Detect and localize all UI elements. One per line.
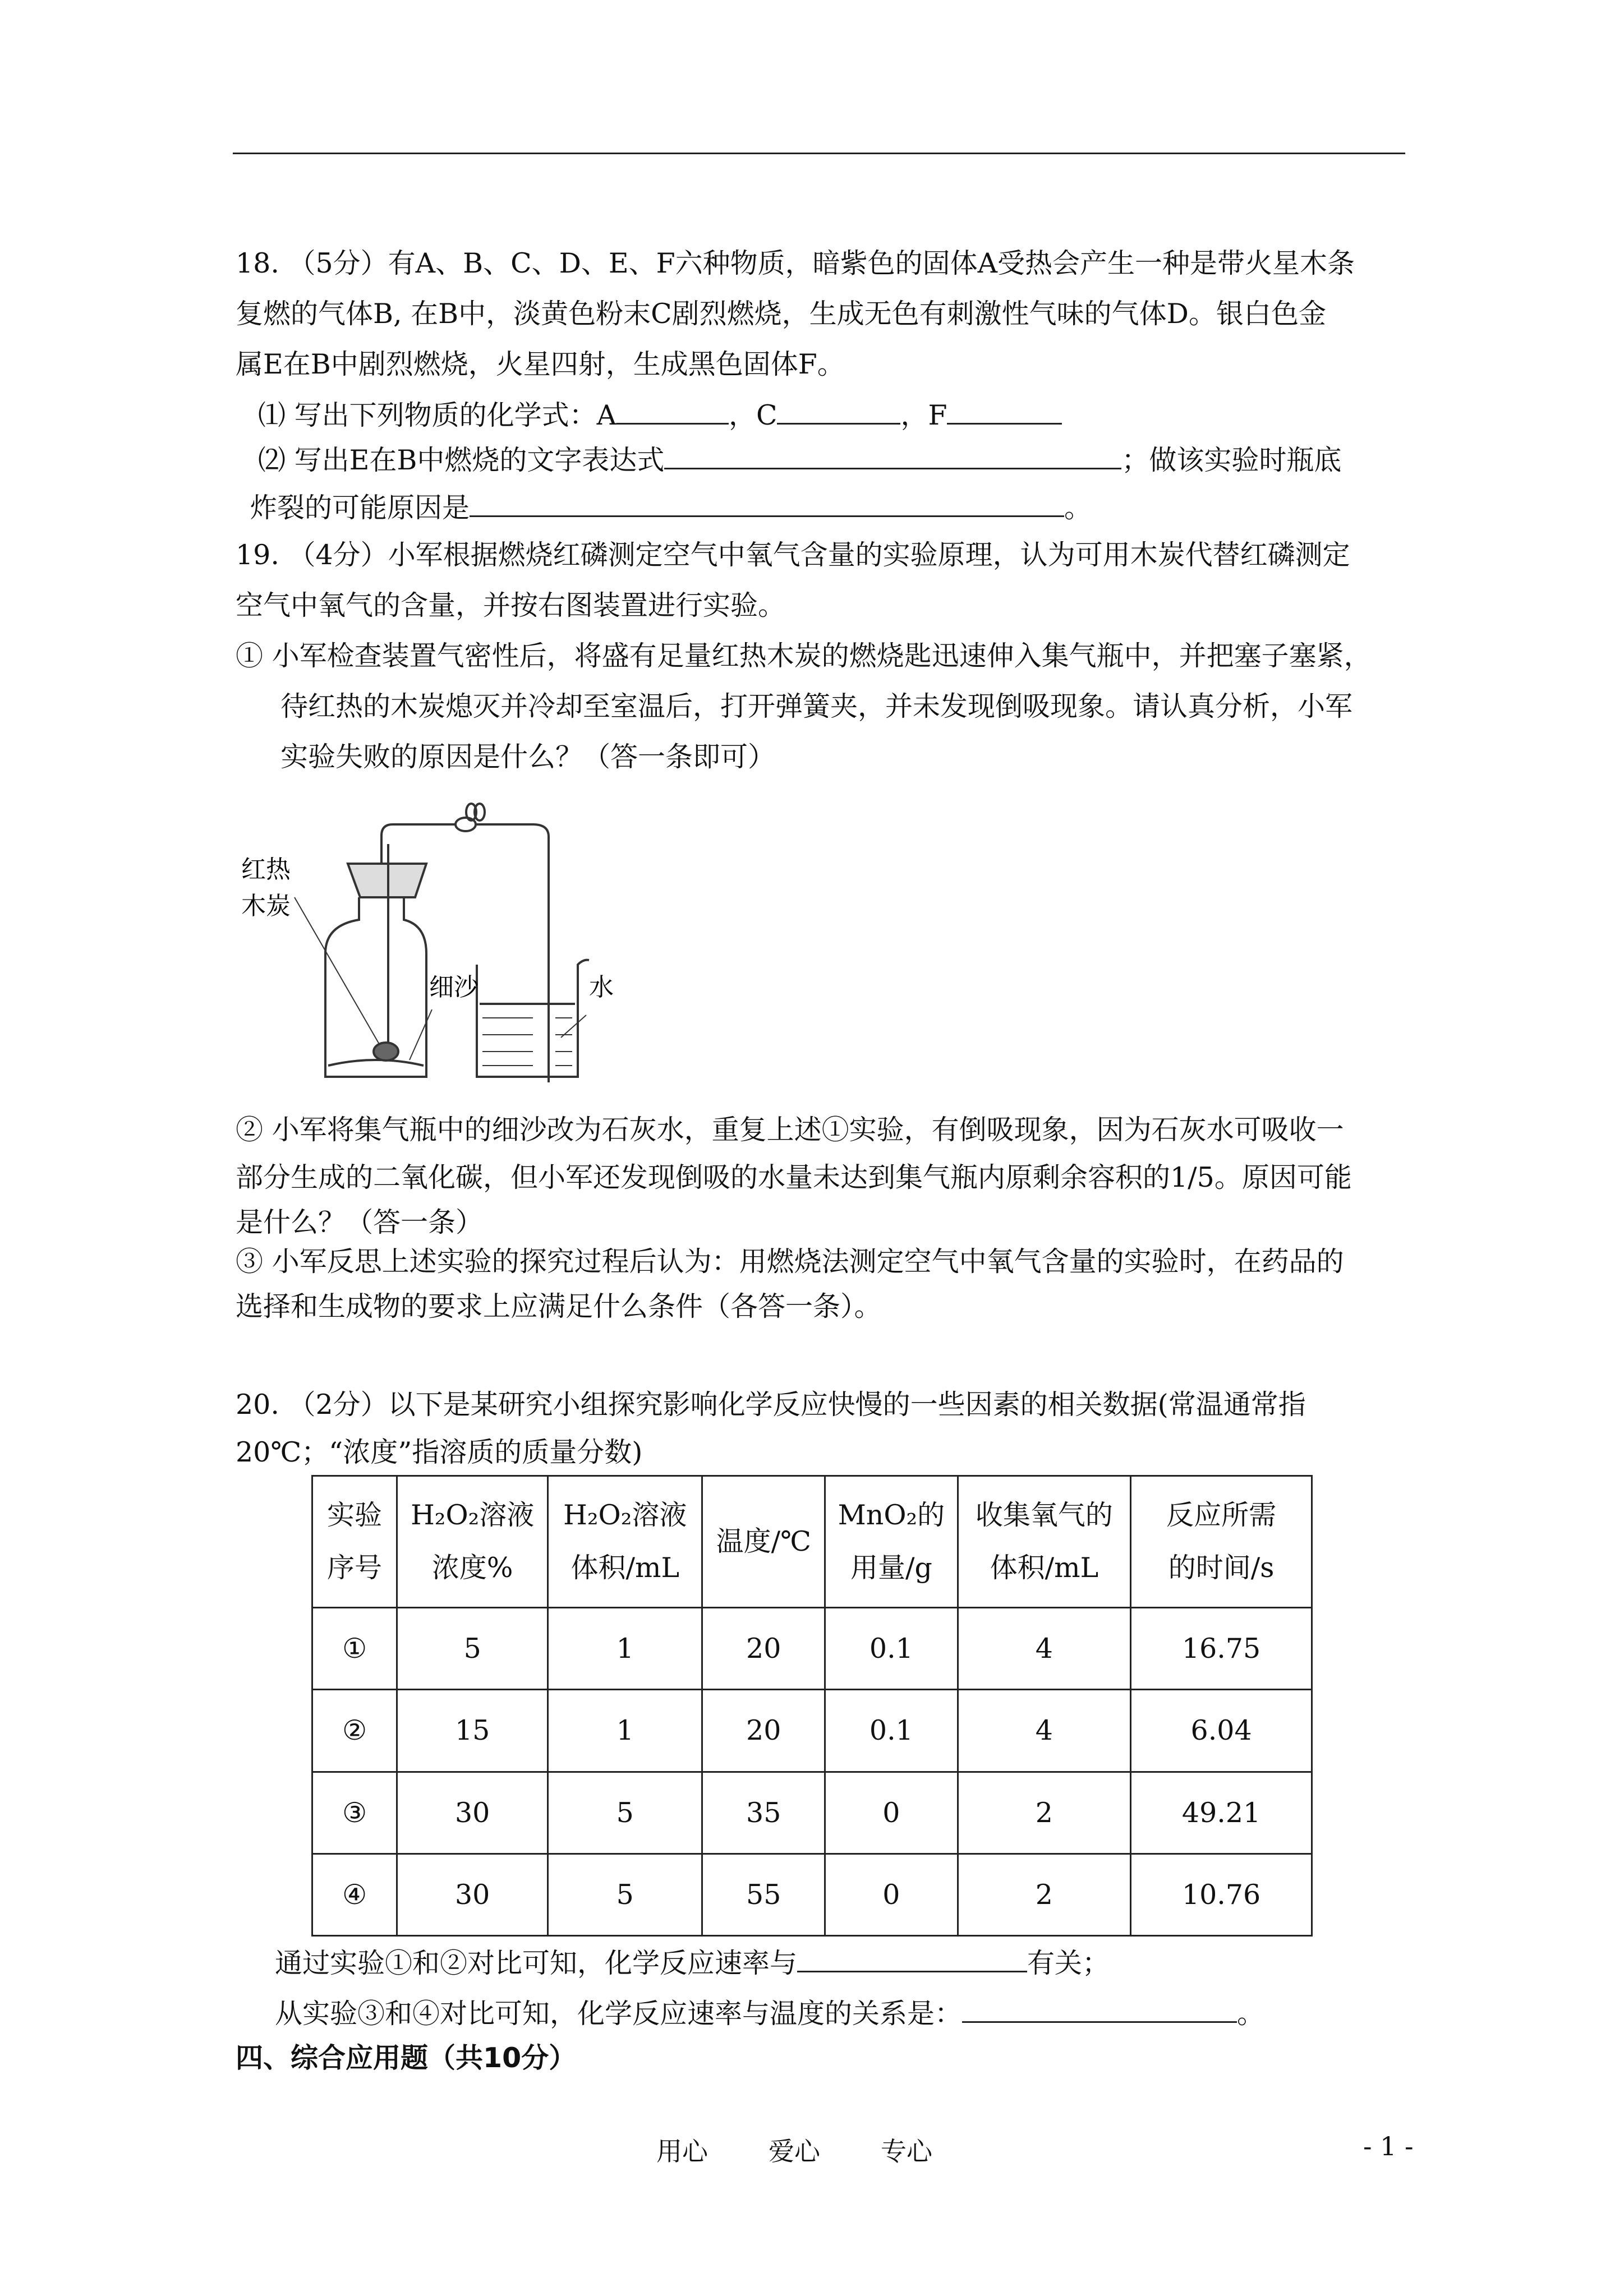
q18-sub2-suffix: ；做该实验时瓶底 [1121, 444, 1342, 476]
section-heading: 四、综合应用题（共10分） [236, 2042, 577, 2074]
table-cell: 1 [548, 1608, 702, 1690]
table-cell: 0.1 [825, 1608, 958, 1690]
q18-sub2-line2: 炸裂的可能原因是 [250, 492, 470, 524]
q19-part1-line-2: 待红热的木炭熄灭并冷却至室温后，打开弹簧夹，并未发现倒吸现象。请认真分析，小军 [280, 690, 1353, 722]
header-cell: MnO₂的 用量/g [825, 1476, 958, 1608]
table-cell: 30 [397, 1772, 548, 1854]
q20-after-1 [275, 1946, 1110, 1980]
q19-line-2: 空气中氧气的含量，并按右图装置进行实验。 [236, 589, 786, 621]
table-cell: 30 [397, 1854, 548, 1935]
sand-layer [328, 1060, 424, 1066]
q20-after-2 [275, 1997, 1264, 2031]
q19-part2-line-1: ② 小军将集气瓶中的细沙改为石灰水，重复上述①实验，有倒吸现象，因为石灰水可吸收一 [236, 1114, 1344, 1146]
apparatus-diagram [241, 802, 628, 1105]
q20-line-1: 20. （2分）以下是某研究小组探究影响化学反应快慢的一些因素的相关数据(常温通常指 [236, 1389, 1306, 1421]
q20-after2-prefix: 从实验③和④对比可知，化学反应速率与温度的关系是： [275, 1998, 963, 2030]
table-cell: 5 [548, 1772, 702, 1854]
table-cell: 55 [702, 1854, 825, 1935]
label-sand: 细沙 [429, 973, 479, 1002]
table-cell: 1 [548, 1690, 702, 1772]
table-cell: 6.04 [1131, 1690, 1312, 1772]
header-cell: 温度/℃ [702, 1476, 825, 1608]
table-cell: 10.76 [1131, 1854, 1312, 1935]
footer-motto-2: 爱心 [769, 2136, 820, 2166]
table-cell: ③ [312, 1772, 397, 1854]
q18-sub1-prefix: ⑴ 写出下列物质的化学式：A [258, 399, 617, 431]
q18-line-3: 属E在B中剧烈燃烧，火星四射，生成黑色固体F。 [236, 348, 845, 380]
table-cell: 5 [397, 1608, 548, 1690]
q18-sub-1 [258, 398, 1062, 432]
label-charcoal-1: 红热 [241, 855, 291, 884]
q20-after1-prefix: 通过实验①和②对比可知，化学反应速率与 [275, 1947, 798, 1979]
table-header-row [312, 1476, 1312, 1608]
charcoal-leader [295, 897, 379, 1043]
table-row [312, 1690, 1312, 1772]
table-cell: 35 [702, 1772, 825, 1854]
header-cell: 反应所需 的时间/s [1131, 1476, 1312, 1608]
table-cell: 49.21 [1131, 1772, 1312, 1854]
sand-leader [410, 1009, 432, 1060]
q19-part2-line-2: 部分生成的二氧化碳，但小军还发现倒吸的水量未达到集气瓶内原剩余容积的1/5。原因可能 [236, 1161, 1352, 1193]
header-cell: H₂O₂溶液 浓度% [397, 1476, 548, 1608]
q18-sub2-prefix: ⑵ 写出E在B中燃烧的文字表达式 [258, 444, 665, 476]
answer-blank-a[interactable] [617, 398, 729, 425]
table-cell: 15 [397, 1690, 548, 1772]
header-cell: 收集氧气的 体积/mL [958, 1476, 1131, 1608]
table-cell: 4 [958, 1690, 1131, 1772]
q19-part1-line-3: 实验失败的原因是什么？（答一条即可） [280, 741, 776, 773]
answer-blank-f[interactable] [947, 398, 1062, 425]
header-cell: 实验 序号 [312, 1476, 397, 1608]
table-cell: ② [312, 1690, 397, 1772]
table-row [312, 1772, 1312, 1854]
q19-part3-line-2: 选择和生成物的要求上应满足什么条件（各答一条）。 [236, 1290, 882, 1322]
answer-blank-reason[interactable] [470, 491, 1064, 517]
header-cell: H₂O₂溶液 体积/mL [548, 1476, 702, 1608]
combustion-spoon [374, 1043, 398, 1061]
q18-line-1: 18. （5分）有A、B、C、D、E、F六种物质，暗紫色的固体A受热会产生一种是带火星木条 [236, 247, 1355, 279]
q18-sub2-end: 。 [1064, 492, 1092, 524]
table-cell: 2 [958, 1854, 1131, 1935]
q20-after1-suffix: 有关； [1027, 1947, 1110, 1979]
table-cell: 2 [958, 1772, 1131, 1854]
table-cell: ① [312, 1608, 397, 1690]
table-cell: ④ [312, 1854, 397, 1935]
q18-sub1-c: ，C [728, 399, 778, 431]
experiment-table [311, 1475, 1313, 1937]
answer-blank-temperature[interactable] [962, 1997, 1237, 2023]
table-cell: 20 [702, 1608, 825, 1690]
header-rule [233, 153, 1405, 154]
table-row [312, 1854, 1312, 1935]
label-charcoal-2: 木炭 [241, 892, 291, 920]
q18-line-2: 复燃的气体B, 在B中，淡黄色粉末C剧烈燃烧，生成无色有刺激性气味的气体D。银白色金 [236, 298, 1326, 330]
q18-sub-2 [258, 443, 1341, 477]
answer-blank-expression[interactable] [664, 443, 1121, 469]
q20-line-2: 20℃；“浓度”指溶质的质量分数) [236, 1436, 643, 1468]
table-cell: 0 [825, 1772, 958, 1854]
q19-line-1: 19. （4分）小军根据燃烧红磷测定空气中氧气含量的实验原理，认为可用木炭代替红磷测定 [236, 539, 1350, 571]
table-row [312, 1608, 1312, 1690]
table-cell: 16.75 [1131, 1608, 1312, 1690]
footer-motto-1: 用心 [656, 2136, 708, 2166]
table-cell: 5 [548, 1854, 702, 1935]
table-cell: 0.1 [825, 1690, 958, 1772]
q19-part1-line-1: ① 小军检查装置气密性后，将盛有足量红热木炭的燃烧匙迅速伸入集气瓶中，并把塞子塞紧， [236, 640, 1372, 672]
apparatus-figure [241, 802, 628, 1105]
table-cell: 20 [702, 1690, 825, 1772]
answer-blank-c[interactable] [777, 398, 900, 425]
q18-sub-2-line-2 [250, 491, 1092, 525]
table-cell: 4 [958, 1608, 1131, 1690]
q19-part2-line-3: 是什么？（答一条） [236, 1206, 484, 1238]
footer-motto-3: 专心 [881, 2136, 932, 2166]
page-number: - 1 - [1363, 2131, 1414, 2161]
label-water: 水 [589, 973, 614, 1002]
answer-blank-factor[interactable] [797, 1946, 1027, 1972]
q19-part3-line-1: ③ 小军反思上述实验的探究过程后认为：用燃烧法测定空气中氧气含量的实验时，在药品的 [236, 1246, 1344, 1278]
q18-sub1-f: ，F [900, 399, 947, 431]
q20-after2-suffix: 。 [1237, 1998, 1265, 2030]
table-cell: 0 [825, 1854, 958, 1935]
